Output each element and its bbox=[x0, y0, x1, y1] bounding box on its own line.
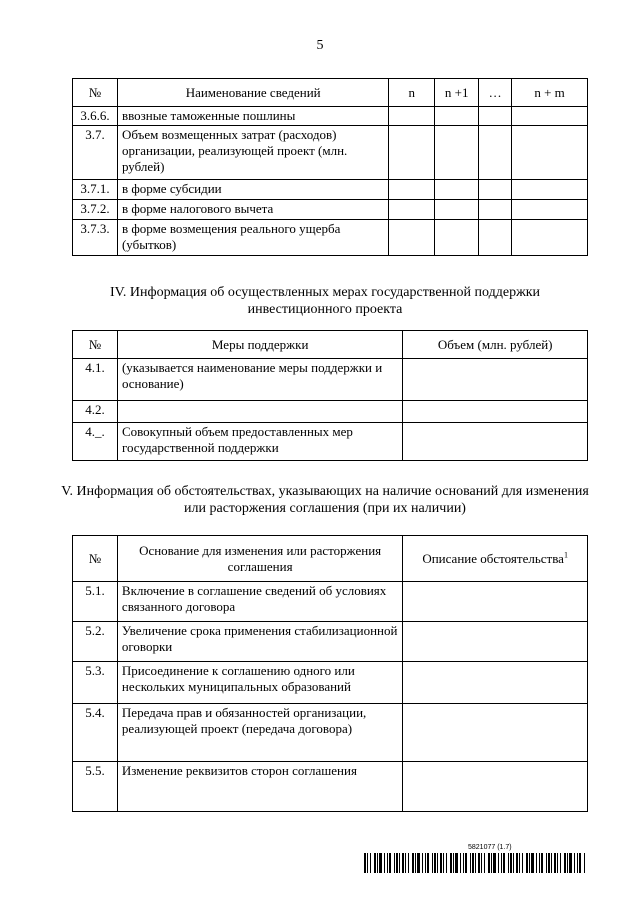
barcode bbox=[364, 853, 590, 873]
col-n-header: n bbox=[389, 79, 435, 107]
row-name: в форме субсидии bbox=[117, 180, 388, 200]
empty-cell bbox=[512, 200, 588, 220]
row-number: 5.4. bbox=[73, 704, 118, 762]
col-number-header: № bbox=[73, 331, 118, 359]
table-row bbox=[73, 220, 588, 256]
section-5-title: V. Информация об обстоятельствах, указывающих на наличие оснований для изменения или расторжения соглашения (при их наличии) bbox=[61, 484, 589, 516]
support-measures-table bbox=[72, 330, 588, 461]
row-basis: Присоединение к соглашению одного или нескольких муниципальных образований bbox=[117, 662, 402, 704]
table-row bbox=[73, 359, 588, 401]
empty-cell bbox=[389, 220, 435, 256]
row-measure: Совокупный объем предоставленных мер государственной поддержки bbox=[117, 423, 402, 461]
empty-cell bbox=[479, 200, 512, 220]
row-name: в форме налогового вычета bbox=[117, 200, 388, 220]
col-description-header bbox=[403, 536, 588, 582]
row-name: Объем возмещенных затрат (расходов) организации, реализующей проект (млн. рублей) bbox=[117, 126, 388, 180]
row-number: 5.1. bbox=[73, 582, 118, 622]
row-number: 3.7.3. bbox=[73, 220, 118, 256]
empty-cell bbox=[435, 180, 479, 200]
empty-cell bbox=[435, 220, 479, 256]
row-name: в форме возмещения реального ущерба (убытков) bbox=[117, 220, 388, 256]
empty-cell bbox=[512, 126, 588, 180]
empty-cell bbox=[403, 423, 588, 461]
row-basis: Передача прав и обязанностей организации, реализующей проект (передача договора) bbox=[117, 704, 402, 762]
barcode-code: 5821077 (1.7) bbox=[468, 844, 512, 851]
section-4-title: IV. Информация об осуществленных мерах государственной поддержки инвестиционного проекта bbox=[109, 285, 541, 317]
table-row bbox=[73, 622, 588, 662]
row-number: 4._. bbox=[73, 423, 118, 461]
empty-cell bbox=[403, 401, 588, 423]
row-number: 5.2. bbox=[73, 622, 118, 662]
description-header-text: Описание обстоятельства bbox=[422, 550, 564, 566]
col-basis-header: Основание для изменения или расторжения соглашения bbox=[117, 536, 402, 582]
col-number-header: № bbox=[73, 79, 118, 107]
row-number: 3.7. bbox=[73, 126, 118, 180]
table-row bbox=[73, 107, 588, 126]
row-measure bbox=[117, 401, 402, 423]
empty-cell bbox=[435, 107, 479, 126]
table-row bbox=[73, 200, 588, 220]
empty-cell bbox=[389, 200, 435, 220]
row-number: 3.7.1. bbox=[73, 180, 118, 200]
col-number-header: № bbox=[73, 536, 118, 582]
empty-cell bbox=[479, 126, 512, 180]
page-number: 5 bbox=[316, 38, 324, 53]
table-row bbox=[73, 180, 588, 200]
table-header-row bbox=[73, 79, 588, 107]
empty-cell bbox=[403, 762, 588, 812]
empty-cell bbox=[435, 126, 479, 180]
empty-cell bbox=[512, 180, 588, 200]
col-ellipsis-header: … bbox=[479, 79, 512, 107]
table-row bbox=[73, 704, 588, 762]
empty-cell bbox=[403, 359, 588, 401]
empty-cell bbox=[435, 200, 479, 220]
row-name: ввозные таможенные пошлины bbox=[117, 107, 388, 126]
empty-cell bbox=[389, 180, 435, 200]
table-header-row bbox=[73, 536, 588, 582]
col-volume-header: Объем (млн. рублей) bbox=[403, 331, 588, 359]
circumstances-table bbox=[72, 535, 588, 812]
footnote-mark: 1 bbox=[563, 550, 568, 560]
empty-cell bbox=[479, 180, 512, 200]
table-header-row bbox=[73, 331, 588, 359]
row-number: 5.5. bbox=[73, 762, 118, 812]
empty-cell bbox=[389, 126, 435, 180]
empty-cell bbox=[403, 662, 588, 704]
row-basis: Включение в соглашение сведений об условиях связанного договора bbox=[117, 582, 402, 622]
col-name-header: Наименование сведений bbox=[117, 79, 388, 107]
col-nm-header: n + m bbox=[512, 79, 588, 107]
col-measure-header: Меры поддержки bbox=[117, 331, 402, 359]
table-row bbox=[73, 126, 588, 180]
table-row bbox=[73, 762, 588, 812]
col-n1-header: n +1 bbox=[435, 79, 479, 107]
empty-cell bbox=[479, 220, 512, 256]
row-number: 5.3. bbox=[73, 662, 118, 704]
indicators-table bbox=[72, 78, 588, 256]
empty-cell bbox=[403, 622, 588, 662]
empty-cell bbox=[479, 107, 512, 126]
row-number: 4.2. bbox=[73, 401, 118, 423]
row-basis: Изменение реквизитов сторон соглашения bbox=[117, 762, 402, 812]
row-measure: (указывается наименование меры поддержки и основание) bbox=[117, 359, 402, 401]
empty-cell bbox=[403, 704, 588, 762]
empty-cell bbox=[512, 107, 588, 126]
row-number: 3.6.6. bbox=[73, 107, 118, 126]
empty-cell bbox=[512, 220, 588, 256]
table-row bbox=[73, 582, 588, 622]
row-number: 4.1. bbox=[73, 359, 118, 401]
empty-cell bbox=[403, 582, 588, 622]
row-basis: Увеличение срока применения стабилизационной оговорки bbox=[117, 622, 402, 662]
table-row bbox=[73, 662, 588, 704]
table-row bbox=[73, 401, 588, 423]
table-row bbox=[73, 423, 588, 461]
row-number: 3.7.2. bbox=[73, 200, 118, 220]
empty-cell bbox=[389, 107, 435, 126]
